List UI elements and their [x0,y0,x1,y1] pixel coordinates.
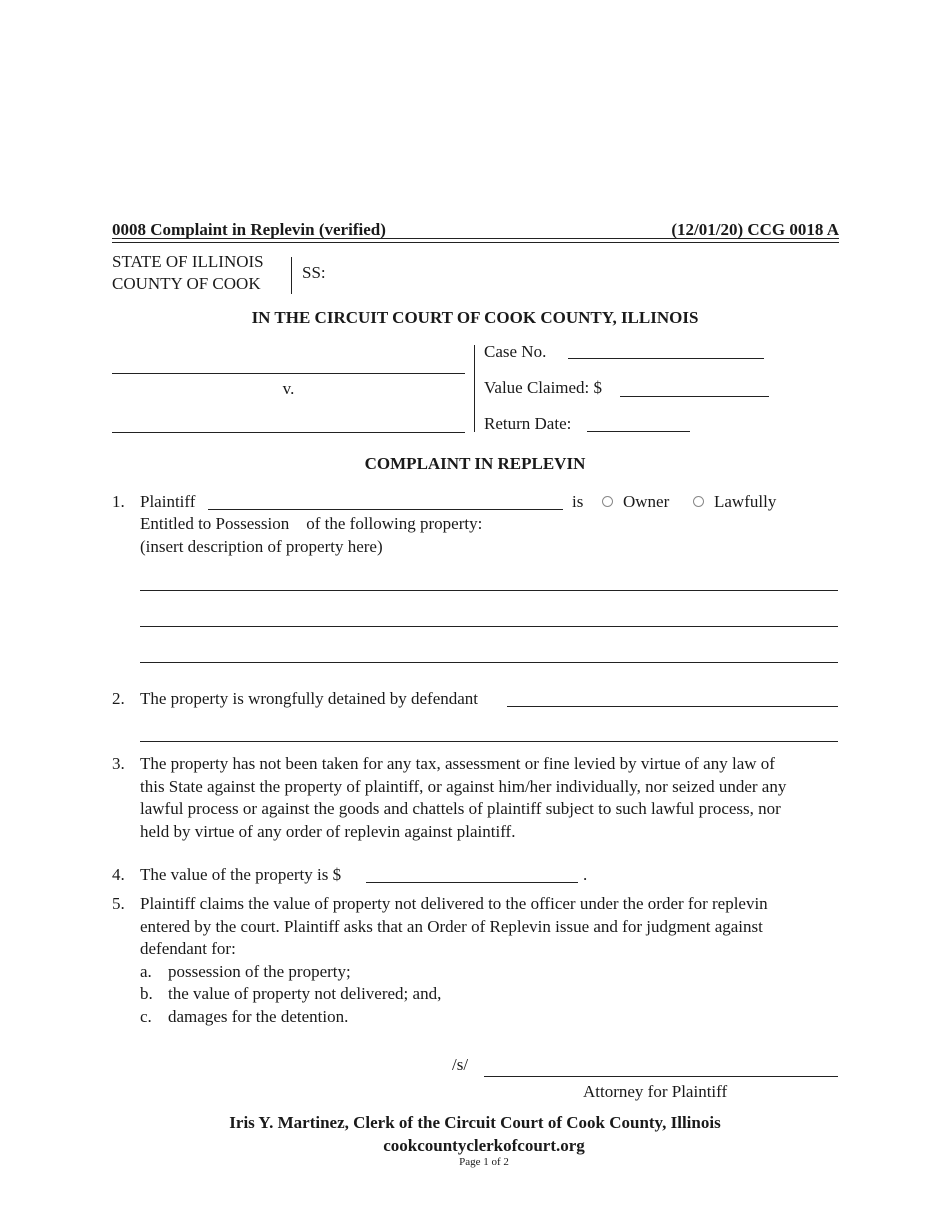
property-description-line-2[interactable] [140,606,838,627]
subitem-b-letter: b. [140,984,153,1003]
item-1-number: 1. [112,492,125,511]
plaintiff-label: Plaintiff [140,492,196,511]
case-no-field[interactable] [568,338,764,359]
form-title: 0008 Complaint in Replevin (verified) [112,220,386,239]
item-1-line-2: Entitled to Possession of the following property: [140,514,483,533]
item-3-line-2: this State against the property of plaintiff, or against him/her individually, nor seized under any [140,777,787,796]
subitem-b-text: the value of property not delivered; and, [168,984,442,1003]
return-date-label: Return Date: [484,414,572,433]
caption-divider [474,345,475,432]
header-rule-bottom [112,242,839,243]
defendant-name-field[interactable] [507,686,838,707]
property-description-line-1[interactable] [140,570,838,591]
item-4-text: The value of the property is $ [140,865,342,884]
value-claimed-field[interactable] [620,376,769,397]
item-5-line-1: Plaintiff claims the value of property not delivered to the officer under the order for replevin [140,894,768,913]
venue-divider [291,257,292,294]
plaintiff-name-field[interactable] [208,489,563,510]
versus-label: v. [282,379,295,398]
item-4-number: 4. [112,865,125,884]
value-claimed-label: Value Claimed: $ [484,378,603,397]
court-title: IN THE CIRCUIT COURT OF COOK COUNTY, ILLINOIS [251,308,699,327]
item-4-period: . [583,865,588,884]
property-value-field[interactable] [366,862,578,883]
property-description-line-3[interactable] [140,642,838,663]
item-2-text: The property is wrongfully detained by defendant [140,689,479,708]
defendant-caption-field[interactable] [112,412,465,433]
owner-radio[interactable] [602,496,613,507]
lawfully-radio[interactable] [693,496,704,507]
plaintiff-caption-field[interactable] [112,353,465,374]
lawfully-label: Lawfully [714,492,777,511]
item-3-line-4: held by virtue of any order of replevin against plaintiff. [140,822,516,841]
venue-state: STATE OF ILLINOIS [112,252,264,271]
item-5-line-2: entered by the court. Plaintiff asks that an Order of Replevin issue and for judgment against [140,917,763,936]
defendant-name-line-2[interactable] [140,721,838,742]
item-5-number: 5. [112,894,125,913]
venue-ss: SS: [302,263,326,282]
item-3-line-1: The property has not been taken for any tax, assessment or fine levied by virtue of any law of [140,754,775,773]
case-no-label: Case No. [484,342,547,361]
owner-label: Owner [623,492,670,511]
page-number: Page 1 of 2 [459,1156,509,1168]
attorney-caption: Attorney for Plaintiff [583,1082,728,1101]
complaint-title: COMPLAINT IN REPLEVIN [364,454,586,473]
is-label: is [572,492,584,511]
header-rule-top [112,238,839,239]
clerk-website: cookcountyclerkofcourt.org [383,1136,585,1155]
signature-prefix: /s/ [452,1055,469,1074]
item-1-line-3: (insert description of property here) [140,537,383,556]
attorney-signature-field[interactable] [484,1056,838,1077]
item-2-number: 2. [112,689,125,708]
venue-county: COUNTY OF COOK [112,274,261,293]
clerk-name: Iris Y. Martinez, Clerk of the Circuit Court of Cook County, Illinois [229,1113,721,1132]
subitem-c-text: damages for the detention. [168,1007,349,1026]
form-code: (12/01/20) CCG 0018 A [671,220,839,239]
item-3-line-3: lawful process or against the goods and chattels of plaintiff subject to such lawful process, nor [140,799,781,818]
return-date-field[interactable] [587,411,690,432]
subitem-c-letter: c. [140,1007,152,1026]
item-3-number: 3. [112,754,125,773]
item-5-line-3: defendant for: [140,939,236,958]
subitem-a-letter: a. [140,962,152,981]
subitem-a-text: possession of the property; [168,962,351,981]
